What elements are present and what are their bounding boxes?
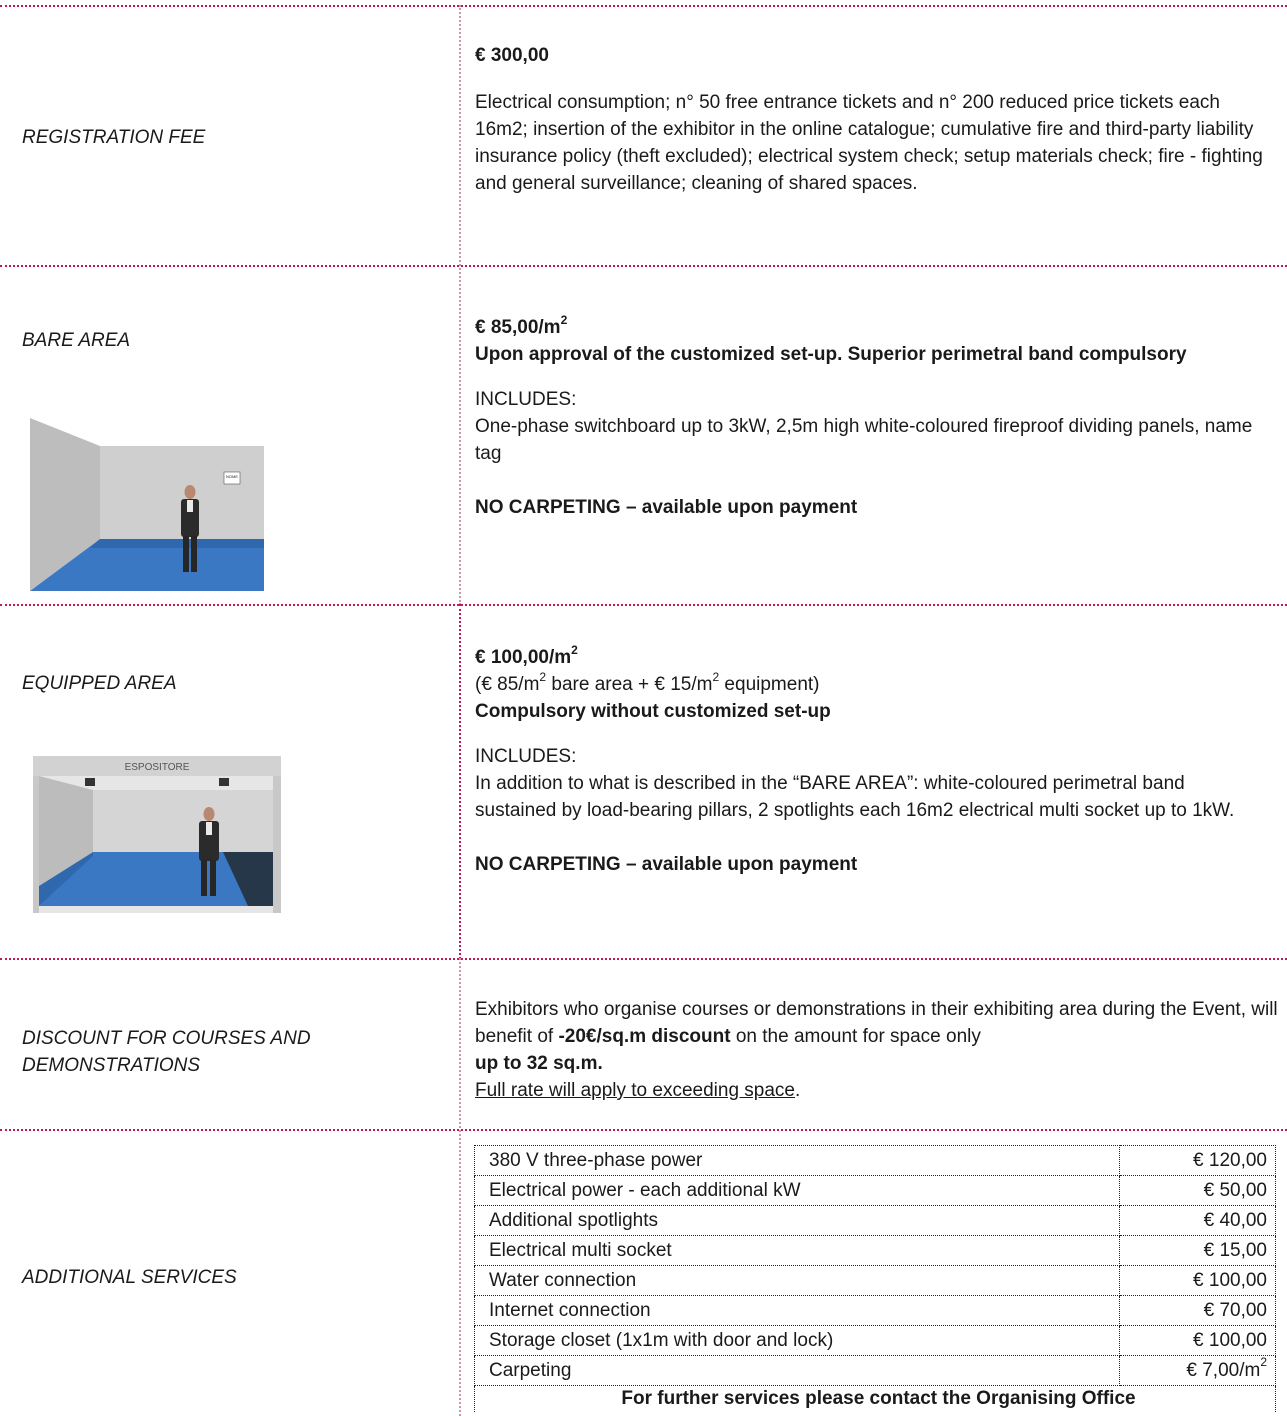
service-price: € 15,00: [1120, 1236, 1276, 1266]
name-tag-text: NOME: [226, 474, 238, 479]
service-price: € 70,00: [1120, 1296, 1276, 1326]
equipped-area-includes-label: INCLUDES:: [475, 746, 577, 767]
equipped-area-content: [475, 644, 1275, 878]
table-footer-row: [475, 1386, 1276, 1413]
equipped-area-breakdown: (€ $85/m^2$ bare area + € $15/m^2$ equipment): [475, 669, 820, 695]
additional-services-table: [474, 1145, 1276, 1412]
table-row: [475, 1266, 1276, 1296]
discount-limit: up to 32 sq.m.: [475, 1053, 603, 1074]
service-price: € 50,00: [1120, 1176, 1276, 1206]
service-price: € 100,00: [1120, 1266, 1276, 1296]
table-row: [475, 1236, 1276, 1266]
bare-area-label: BARE AREA: [22, 330, 131, 351]
table-row: [475, 1326, 1276, 1356]
table-row: [475, 1146, 1276, 1176]
service-price: € 120,00: [1120, 1146, 1276, 1176]
discount-label-line1: DISCOUNT FOR COURSES AND: [22, 1028, 311, 1049]
discount-full-rate: Full rate will apply to exceeding space.: [475, 1080, 801, 1101]
equipped-area-carpet-note: NO CARPETING – available upon payment: [475, 854, 858, 875]
bare-area-illustration: [30, 418, 264, 591]
divider-equipped-area: [0, 958, 1287, 960]
fascia-text: ESPOSITORE: [124, 762, 190, 773]
column-divider: [459, 5, 461, 605]
equipped-area-condition: Compulsory without customized set-up: [475, 701, 831, 722]
divider-discount: [0, 1129, 1287, 1131]
bare-area-condition: Upon approval of the customized set-up. Superior perimetral band compulsory: [475, 344, 1187, 365]
service-name: 380 V three-phase power: [475, 1146, 1120, 1176]
divider-registration: [0, 265, 1287, 267]
bare-area-carpet-note: NO CARPETING – available upon payment: [475, 497, 858, 518]
discount-label-line2: DEMONSTRATIONS: [22, 1055, 201, 1076]
table-row: [475, 1356, 1276, 1386]
service-name: Water connection: [475, 1266, 1120, 1296]
bare-area-price: € $85,00/m^2$: [475, 312, 568, 338]
equipped-area-price: € $100,00/m^2$: [475, 642, 578, 668]
service-name: Storage closet (1x1m with door and lock): [475, 1326, 1120, 1356]
column-divider: [459, 958, 461, 1416]
equipped-area-includes-text: In addition to what is described in the “BARE AREA”: white-coloured perimetral band sustained by load-bearing pillars, 2 spotlights each 16m2 electrical multi socket up to 1kW.: [475, 773, 1235, 821]
contact-note: For further services please contact the Organising Office: [475, 1386, 1276, 1413]
service-name: Additional spotlights: [475, 1206, 1120, 1236]
divider-bare-area: [0, 604, 1287, 606]
bare-area-includes-text: One-phase switchboard up to 3kW, 2,5m high white-coloured fireproof dividing panels, name tag: [475, 416, 1253, 464]
service-price: € $7,00/m^2$: [1120, 1356, 1276, 1386]
service-price: € 40,00: [1120, 1206, 1276, 1236]
registration-fee-content: [475, 42, 1275, 197]
bare-area-includes-label: INCLUDES:: [475, 389, 577, 410]
bare-area-content: [475, 314, 1275, 521]
discount-text: Exhibitors who organise courses or demonstrations in their exhibiting area during the Event, will benefit of -20€/sq.m discount on the amount for space only: [475, 999, 1278, 1047]
service-name: Carpeting: [475, 1356, 1120, 1386]
service-price: € 100,00: [1120, 1326, 1276, 1356]
equipped-area-label: EQUIPPED AREA: [22, 673, 177, 694]
registration-fee-price: € 300,00: [475, 45, 549, 66]
divider-top: [0, 5, 1287, 7]
equipped-area-illustration: [33, 756, 281, 913]
discount-content: [475, 996, 1285, 1104]
table-row: [475, 1206, 1276, 1236]
additional-services-label: ADDITIONAL SERVICES: [22, 1267, 237, 1288]
registration-fee-label: REGISTRATION FEE: [22, 127, 206, 148]
service-name: Internet connection: [475, 1296, 1120, 1326]
table-row: [475, 1296, 1276, 1326]
service-name: Electrical power - each additional kW: [475, 1176, 1120, 1206]
table-row: [475, 1176, 1276, 1206]
registration-fee-description: Electrical consumption; n° 50 free entrance tickets and n° 200 reduced price tickets each 16m2; insertion of the exhibitor in the online catalogue; cumulative fire and third-party liability insurance policy (theft excluded); electrical system check; setup materials check; fire - fighting and general surveillance; cleaning of shared spaces.: [475, 92, 1263, 194]
discount-label: [22, 1025, 311, 1079]
column-divider: [459, 604, 461, 959]
service-name: Electrical multi socket: [475, 1236, 1120, 1266]
